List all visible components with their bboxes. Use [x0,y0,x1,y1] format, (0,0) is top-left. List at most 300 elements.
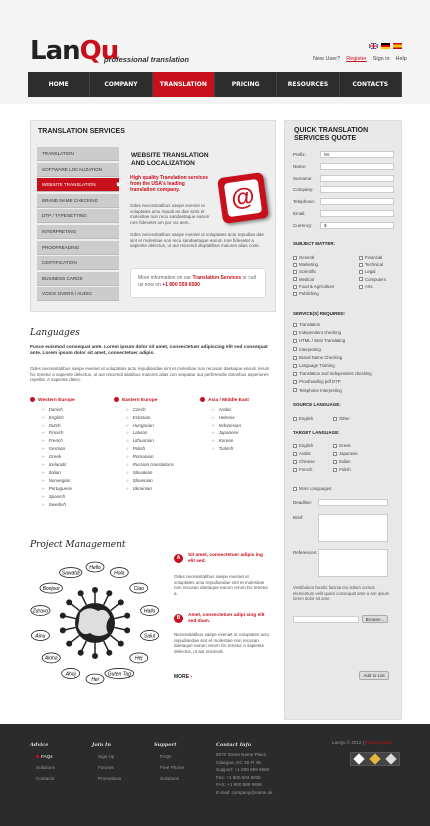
add-to-list-button[interactable]: Add to List [359,671,389,680]
contact-line: Fax: +1 800 603 6035 [216,774,261,780]
bullet-icon [200,397,205,402]
feature-paragraph-1: Odes necessitatibus saepe eveniet ut voluptates actu repudi an dae sints et molestiae non recu sandaetaque earum rure fidesetet om por vio aem. [130,203,210,225]
language-label: Romanian [132,454,154,460]
signin-link[interactable]: Sign in [372,56,390,62]
point-a-badge: A [174,554,183,563]
arrow-icon: » [42,493,45,499]
person-icon [92,653,98,659]
service-checkbox[interactable] [293,371,372,376]
language-label: Swedish [48,501,66,507]
language-label: Turkish [218,446,234,452]
language-item[interactable] [30,501,75,509]
language-label: English [48,414,64,420]
checkbox-label: Arabic [299,451,312,456]
checkbox-label: Brand Name Checking [299,354,343,360]
more-link[interactable] [174,674,192,680]
footer-link-label: Free Phone [160,765,185,770]
person-icon [118,599,124,605]
checkbox-label: Publishing [299,291,319,296]
checkbox-icon[interactable] [293,380,297,384]
person-icon [106,590,112,596]
nav-pricing[interactable]: PRICING [215,72,277,97]
checkbox-label: Food & Agriculture [299,283,335,289]
more-info-text: More information on our [138,275,193,281]
more-languages-checkbox[interactable] [293,486,332,491]
arrow-icon: » [212,414,215,420]
source-checkbox[interactable] [333,416,350,421]
region-label: Eastern Europe [122,397,158,403]
language-item[interactable] [30,422,75,430]
language-item[interactable] [200,437,249,445]
services-title: TRANSLATION SERVICES [38,128,125,135]
checkbox-icon[interactable] [293,460,297,464]
form-field[interactable] [320,198,394,205]
checkbox-icon[interactable] [293,487,297,491]
checkbox-icon[interactable] [333,468,337,472]
language-item[interactable] [200,422,249,430]
checkbox-icon[interactable] [293,339,297,343]
language-item[interactable] [114,437,174,445]
language-item[interactable] [114,453,174,461]
arrow-icon: » [42,430,45,436]
file-input[interactable] [293,616,359,623]
nav-resources[interactable]: RESOURCES [277,72,339,97]
checkbox-icon[interactable] [293,388,297,392]
arrow-icon: » [42,422,45,428]
checkbox-icon[interactable] [293,364,297,368]
service-checkbox[interactable] [293,355,342,360]
language-item[interactable] [114,406,174,414]
language-item[interactable] [30,485,75,493]
language-label: French [48,438,63,444]
upload-note: Vestibulum faculis facinia ero isitum cursus elementum velit quam consequat ante a are ipsum lorem dolor sit ame. [293,585,390,601]
greeting-text: Zdravo [32,608,49,615]
language-label: Greek [48,454,62,460]
target-checkbox[interactable] [333,459,350,464]
language-label: Italian [48,470,61,476]
language-column [30,397,75,509]
language-item[interactable] [200,406,249,414]
target-checkbox[interactable] [333,451,358,456]
checkbox-label: Medical [299,276,314,282]
nav-home[interactable]: HOME [28,72,90,97]
checkbox-icon[interactable] [359,263,363,267]
checkbox-label: Marketing [299,262,318,268]
checkbox-label: HTML / Web Translating [299,338,346,344]
form-field[interactable] [320,210,394,217]
service-item[interactable]: INTERPRETING [37,225,119,239]
contact-line: Support: +1 800 559 6580 [216,767,270,772]
target-checkbox[interactable] [333,443,351,448]
checkbox-icon[interactable] [293,323,297,327]
arrow-icon: » [126,438,129,444]
subject-checkbox[interactable] [359,277,386,282]
person-icon [124,613,130,619]
service-checkbox[interactable] [293,322,320,327]
checkbox-label: Telephone Interpreting [299,387,342,393]
language-label: Icelandic [48,462,67,468]
feature-lead: High quality Translation services from the USA's leading translation company. [130,175,209,193]
source-heading: SOURCE LANGUAGE: [293,402,341,407]
arrow-icon: » [42,454,45,460]
checkbox-label: General [299,255,315,260]
service-checkbox[interactable] [293,347,321,352]
form-field[interactable] [320,175,394,182]
arrow-icon: » [42,477,45,483]
subject-checkbox[interactable] [359,284,373,289]
language-label: Estonian [132,414,151,420]
language-item[interactable] [114,477,174,485]
checkbox-icon[interactable] [359,256,363,260]
checkbox-icon[interactable] [359,285,363,289]
language-item[interactable] [30,493,75,501]
checkbox-icon[interactable] [293,263,297,267]
continents-shape [78,608,110,636]
language-item[interactable] [30,453,75,461]
subject-checkbox[interactable] [293,277,314,282]
target-checkbox[interactable] [293,451,311,456]
field-label: Email: [293,211,306,216]
bullet-icon [30,397,35,402]
language-label: Indonesian [218,422,242,428]
subject-checkbox[interactable] [359,255,382,260]
footer-link[interactable] [154,751,184,762]
footer-link[interactable] [92,762,121,773]
germany-flag-icon[interactable] [381,43,390,49]
more-info-text-2: or call us now on [138,275,256,288]
target-checkbox[interactable] [293,467,312,472]
language-item[interactable] [30,437,75,445]
deadline-select[interactable] [318,499,388,506]
subject-checkbox[interactable] [293,255,314,260]
languages-title: Languages [30,328,80,338]
copyright-text: LanQu © 2012 [332,740,362,745]
service-item[interactable]: WEBSITE TRANSLATION [37,178,119,192]
person-icon [106,650,112,656]
target-checkbox[interactable] [293,443,313,448]
checkbox-label: Financial [365,255,383,260]
contact-line: FAX: +1 800 889 9898 [216,782,262,787]
region-label: Asia / Middle East [208,397,249,403]
footer-column [30,740,55,784]
field-label: Surname: [293,175,313,181]
language-label: Japanese [218,430,239,436]
checkbox-icon[interactable] [293,417,297,421]
footer-link[interactable] [92,751,121,762]
service-checkbox[interactable] [293,379,341,384]
browse-button[interactable]: Browse... [362,615,388,623]
subject-checkbox[interactable] [293,291,319,296]
target-checkbox[interactable] [293,459,315,464]
field-label: Company: [293,187,314,193]
diamond-icon-2 [369,753,380,764]
arrow-icon: » [126,462,129,468]
language-region-heading [200,397,249,403]
footer-link[interactable] [154,762,184,773]
checkbox-icon[interactable] [293,331,297,335]
checkbox-icon[interactable] [359,270,363,274]
language-region-heading [30,397,75,403]
arrow-right-icon: › [190,674,193,680]
checkbox-label: Translation and Independent checking [299,371,372,377]
checkbox-label: Proofreading pdf DTP [299,379,341,385]
person-icon [66,599,72,605]
translation-services-link[interactable]: Translation Services [192,275,242,281]
logo-text-b: Qu [79,36,119,66]
greeting-text: Salut [143,633,156,640]
checkbox-label: More Languages: [299,486,333,491]
person-icon [60,627,66,633]
footer-link-label: Promotions [98,776,122,781]
arrow-icon: » [126,430,129,436]
logo-text-a: Lan [30,36,80,66]
language-item[interactable] [30,445,75,453]
contact-line: 8870 Street Name Place, [216,752,268,757]
checkbox-icon[interactable] [359,277,363,281]
checkbox-icon[interactable] [293,356,297,360]
checkbox-label: Greek [339,443,351,448]
checkbox-label: English [299,416,314,421]
language-column [200,397,249,453]
bullet-icon [114,397,119,402]
footer-link-label: Solutions [36,765,55,770]
language-label: Portuguese [48,485,73,491]
service-checkbox[interactable] [293,338,345,343]
field-label: Currency: [293,222,313,228]
footer-link-label: Forums [98,765,114,770]
contact-line: E-mail: company@name.uk [216,789,273,795]
subject-checkbox[interactable] [359,269,376,274]
subject-checkbox[interactable] [293,262,318,267]
checkbox-icon[interactable] [293,347,297,351]
language-item[interactable] [114,461,174,469]
language-item[interactable] [114,445,174,453]
tagline: professional translation [104,55,190,64]
checkbox-label: Technical [365,262,383,268]
quote-title: QUICK TRANSLATION SERVICES QUOTE [294,127,369,142]
footer-heading: Contact Info [216,742,252,748]
checkbox-icon[interactable] [333,444,337,448]
language-item[interactable] [200,445,249,453]
language-item[interactable] [30,406,75,414]
language-item[interactable] [30,429,75,437]
references-textarea[interactable] [318,549,388,577]
phone-number: +1 800 559 6580 [162,282,200,288]
checkbox-icon[interactable] [293,292,297,296]
point-b-title: Amet, consectetuer adipi sing elit sed diam. [188,613,265,624]
target-checkbox[interactable] [333,467,351,472]
hand-cursor-icon: ☛ [116,180,124,190]
footer-column [154,740,184,784]
checkbox-label: Computers [365,276,387,282]
arrow-icon: » [126,406,129,412]
project-title: Project Management [30,540,126,550]
subject-checkbox[interactable] [293,269,316,274]
payment-icons [350,752,400,766]
nav-company[interactable]: COMPANY [90,72,152,97]
register-link[interactable]: Register [346,56,367,62]
arrow-icon: » [126,477,129,483]
service-item[interactable]: TRANSLATION [37,147,119,161]
checkbox-icon[interactable] [293,468,297,472]
greeting-text: Hello [89,564,101,571]
language-item[interactable] [114,485,174,493]
service-item[interactable]: DTP / TYPESETTING [37,209,119,223]
email-at-icon: @ [217,172,269,224]
arrow-icon: » [42,414,45,420]
form-field[interactable]: Mr. [320,151,394,158]
footer-link-label: Solutions [160,776,179,781]
greeting-text: Aloha [44,655,58,662]
subject-heading: SUBJECT MATTER: [293,241,336,246]
language-item[interactable] [114,429,174,437]
help-link[interactable]: Help [395,56,407,62]
footer-link-label: Contacts [36,776,55,781]
checkbox-label: Other [339,416,350,421]
language-label: Korean [218,438,234,444]
checkbox-label: Japanese [339,451,358,456]
service-checkbox[interactable] [293,330,341,335]
checkbox-icon[interactable] [293,277,297,281]
language-label: Arabic [218,406,232,412]
footer-link[interactable] [92,773,121,784]
language-item[interactable] [114,422,174,430]
deadline-label: Deadline: [293,500,313,505]
service-item[interactable]: BRAND NAME CHECKING [37,194,119,208]
checkbox-icon[interactable] [293,270,297,274]
diamond-icon-3 [385,753,396,764]
service-item[interactable]: BUSINESS CARDS [37,272,119,286]
arrow-icon: » [42,438,45,444]
greeting-text: Ahoj [65,671,76,678]
checkbox-label: French [299,467,313,472]
form-field[interactable] [320,163,394,170]
person-icon [118,641,124,647]
main-nav [28,72,402,97]
language-item[interactable] [200,429,249,437]
spain-flag-icon[interactable] [393,43,402,49]
language-item[interactable] [200,414,249,422]
checkbox-icon[interactable] [333,417,337,421]
language-column [114,397,174,493]
arrow-icon: » [126,485,129,491]
languages-text: Odes necessitatibus saepe eveniet ut voluptates actu repudiandae sint et molestiae non recusan daetaque earum rerum hic tenetur a sapiente delectus, ut aut reiciendi aliatibus maiores alias con sequatur aut perferendis doloribus asperiores repellat. A sapiente delec. [30,366,270,383]
checkbox-icon[interactable] [333,452,337,456]
checkbox-icon[interactable] [293,372,297,376]
subject-checkbox[interactable] [293,284,334,289]
footer-link[interactable] [30,773,55,784]
checkbox-icon[interactable] [293,256,297,260]
form-field[interactable] [320,186,394,193]
form-field[interactable]: $ [320,222,394,229]
service-checkbox[interactable] [293,363,335,368]
language-item[interactable] [30,477,75,485]
arrow-icon: » [212,446,215,452]
language-item[interactable] [30,469,75,477]
feature-paragraph-2: Odes necessitatibus saepe eveniet ut voluptates actu repudian dae sint et molestiae non recu sandaetaque earum rure fidesetet a sapiente delectus, ut aut reiciendi dluptatibus maiores alias cone. [130,232,264,248]
arrow-icon: » [42,446,45,452]
more-info-box [130,268,266,298]
checkbox-label: Independent checking [299,330,342,336]
source-checkbox[interactable] [293,416,313,421]
checkbox-label: Language Training [299,363,335,368]
arrow-icon: » [126,414,129,420]
languages-bold-text: Fusce euismod consequat ante. Lorem ipsum dolor sit amet, consectetuer adipiscing elit sed consequat ante. Lorem ipsum dolor sit amet, consectetuer adipis. [30,345,268,356]
language-label: Czech [132,406,146,412]
greeting-text: Ciao [133,585,144,592]
footer-link[interactable] [30,762,55,773]
greeting-text: Hola [114,570,125,577]
person-icon [124,627,130,633]
footer-link[interactable] [30,751,55,762]
arrow-icon: » [212,406,215,412]
language-item[interactable] [114,469,174,477]
service-item[interactable]: SOFTWARE LOCALIZATION [37,163,119,177]
language-label: Finnish [48,430,64,436]
footer-heading: Advice [30,742,49,748]
checkbox-icon[interactable] [293,444,297,448]
service-item[interactable]: CERTIFICATION [37,256,119,270]
service-item[interactable]: PROOFREADING [37,241,119,255]
service-checkbox[interactable] [293,388,342,393]
footer-link[interactable] [154,773,184,784]
arrow-icon: » [212,438,215,444]
checkbox-icon[interactable] [293,285,297,289]
language-item[interactable] [114,414,174,422]
arrow-icon: » [42,485,45,491]
top-links [313,56,407,62]
greeting-text: Ainu [35,633,46,640]
greeting-text: Guten Tag [107,671,131,678]
point-a-text: Odes necessitatibus saepe eveniet ut voluptates actu repudiandae sint et molestiae non recusan daetaque earum rerum hic tenetur a. [174,574,269,596]
person-icon [78,650,84,656]
arrow-icon: » [126,446,129,452]
language-item[interactable] [30,414,75,422]
subject-checkbox[interactable] [359,262,383,267]
target-heading: TARGET LANGUAGE: [293,430,340,435]
point-b-text: Necessitatibus saepe eveniet ut voluptates actu repudiandae sint et molestiae non recusan daetaque earum rerum hic tenetur a sapiente delectus, ut aut reiciendi. [174,632,270,654]
language-label: Latvian [132,430,148,436]
language-label: Dutch [48,422,61,428]
contact-line: Glasgow, DC 45 Fl 45. [216,759,262,765]
nav-contacts[interactable]: CONTACTS [340,72,402,97]
service-item[interactable]: VOICE OVERS / AUDIO [37,287,119,301]
point-b-badge: B [174,614,183,623]
footer-link-label: Sign Up [98,754,115,759]
greeting-text: Hej [135,655,143,662]
language-label: Ukrainian [132,485,152,491]
nav-translation[interactable]: TRANSLATION [153,72,215,97]
checkbox-icon[interactable] [333,460,337,464]
language-item[interactable] [30,461,75,469]
language-label: Russian translations [132,462,174,468]
arrow-icon: » [126,422,129,428]
checkbox-label: Interpreting [299,346,321,352]
privacy-link[interactable]: Privacy policy [365,740,393,745]
brief-textarea[interactable] [318,514,388,542]
language-label: Hungarian [132,422,154,428]
active-dot-icon [36,755,39,758]
person-icon [78,590,84,596]
brief-label: Brief: [293,515,304,520]
checkbox-label: Chinese [299,459,315,464]
region-label: Western Europe [38,397,75,403]
greeting-text: Sawatdi [61,570,80,577]
greeting-text: Bonjour [42,585,60,592]
diamond-icon-1 [353,753,364,764]
checkbox-icon[interactable] [293,452,297,456]
uk-flag-icon[interactable] [369,43,378,49]
